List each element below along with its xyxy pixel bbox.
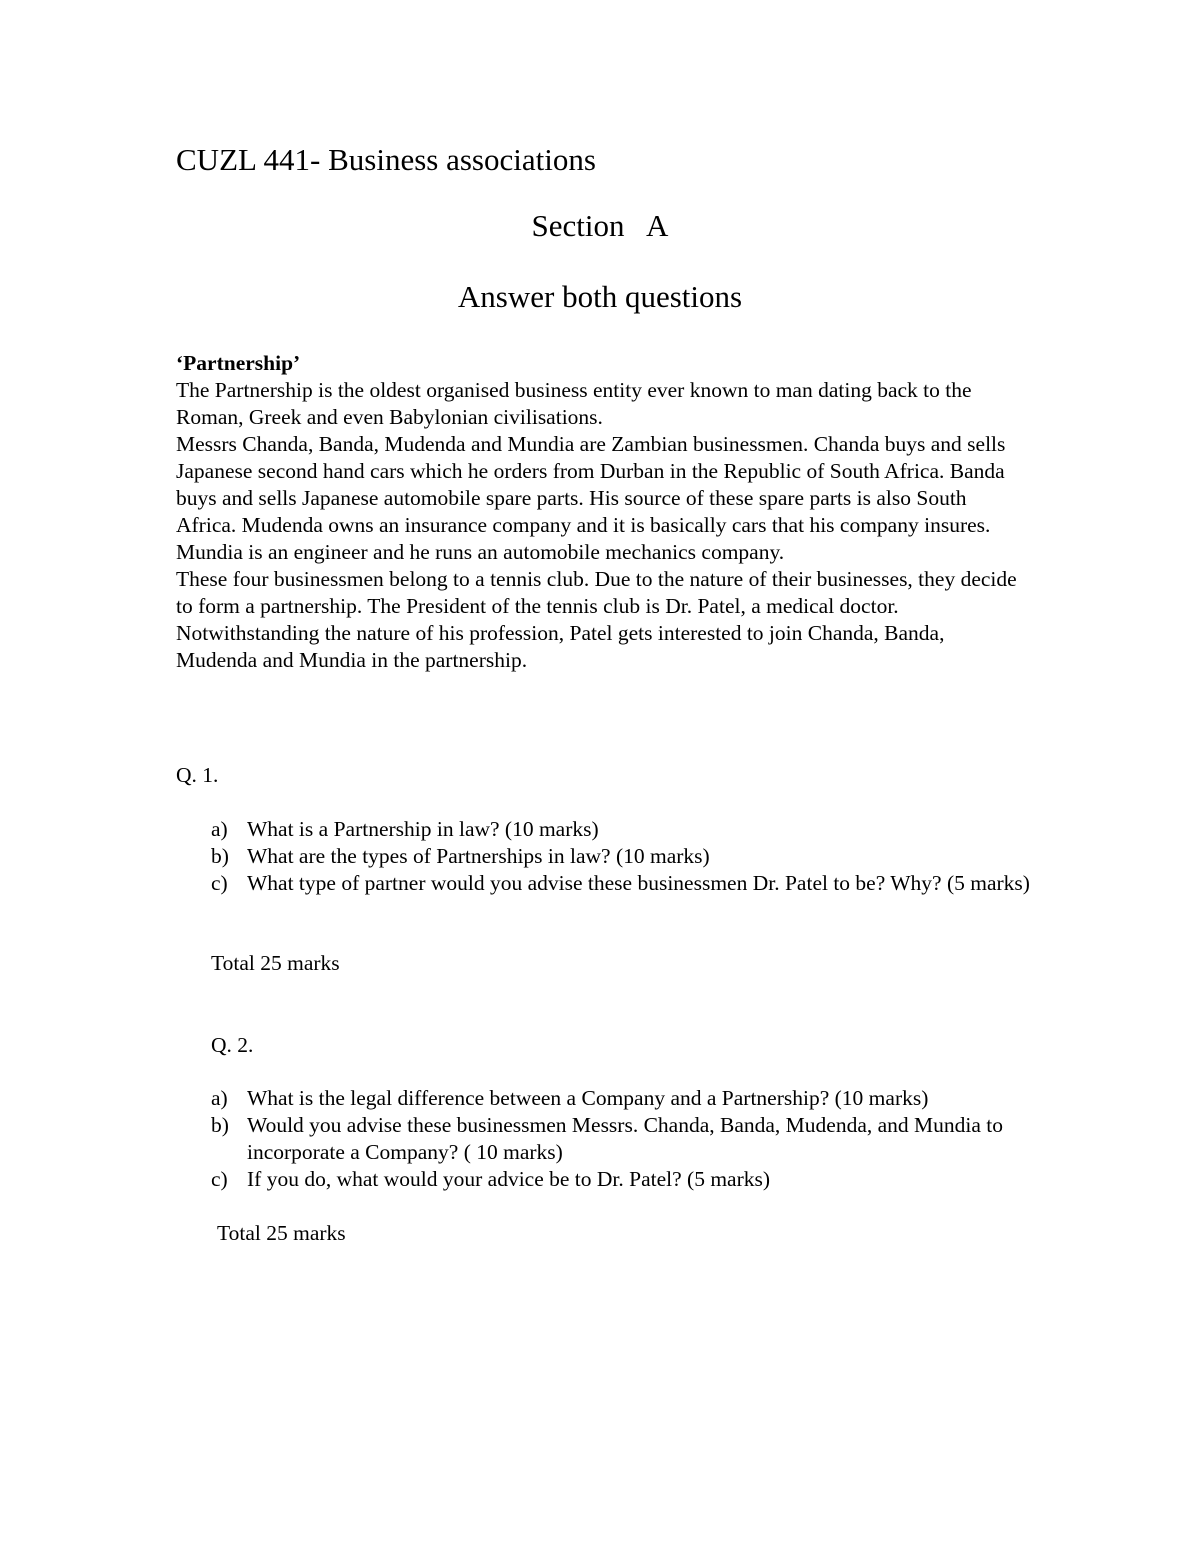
question-item-marker: a) — [211, 1086, 228, 1110]
question-2-total: Total 25 marks — [217, 1221, 346, 1245]
question-item — [211, 870, 1041, 897]
case-study-heading: ‘Partnership’ — [176, 351, 301, 375]
exam-instruction: Answer both questions — [457, 279, 743, 314]
case-study — [176, 350, 1026, 674]
question-item — [211, 1085, 1041, 1112]
question-item-marker: c) — [211, 1167, 228, 1191]
question-item-marker: a) — [211, 817, 228, 841]
question-2-list — [211, 1085, 1041, 1193]
question-1-total: Total 25 marks — [211, 951, 340, 975]
question-item — [211, 843, 1041, 870]
question-item — [211, 816, 1041, 843]
course-title: CUZL 441- Business associations — [176, 142, 596, 177]
case-study-paragraph: The Partnership is the oldest organised business entity ever known to man dating back to the Roman, Greek and even Babylonian civilisations. — [176, 378, 972, 429]
section-label: Section A — [531, 208, 669, 243]
question-item-marker: b) — [211, 844, 229, 868]
question-1-list — [211, 816, 1041, 897]
question-item-text: What are the types of Partnerships in law? (10 marks) — [247, 844, 710, 868]
question-1-number: Q. 1. — [176, 763, 219, 787]
question-item-text: What is the legal difference between a Company and a Partnership? (10 marks) — [247, 1086, 929, 1110]
question-item — [211, 1112, 1041, 1166]
case-study-paragraph: These four businessmen belong to a tennis club. Due to the nature of their businesses, they decide to form a partnership. The President of the tennis club is Dr. Patel, a medical doctor. Notwithstanding the nature of his profession, Patel gets interested to join Chanda, Banda, Mudenda and Mundia in the partnership. — [176, 567, 1017, 672]
question-item-text: Would you advise these businessmen Messrs. Chanda, Banda, Mudenda, and Mundia to incorporate a Company? ( 10 marks) — [247, 1113, 1004, 1164]
question-item-marker: c) — [211, 871, 228, 895]
question-item-marker: b) — [211, 1113, 229, 1137]
case-study-paragraph: Messrs Chanda, Banda, Mudenda and Mundia are Zambian businessmen. Chanda buys and sells Japanese second hand cars which he orders from Durban in the Republic of South Africa. Banda buys and sells Japanese automobile spare parts. His source of these spare parts is also South Africa. Mudenda owns an insurance company and it is basically cars that his company insures. Mundia is an engineer and he runs an automobile mechanics company. — [176, 432, 1006, 564]
question-item-text: If you do, what would your advice be to Dr. Patel? (5 marks) — [247, 1167, 771, 1191]
question-item-text: What is a Partnership in law? (10 marks) — [247, 817, 599, 841]
question-item-text: What type of partner would you advise these businessmen Dr. Patel to be? Why? (5 marks) — [247, 871, 1030, 895]
question-2-number: Q. 2. — [211, 1033, 254, 1057]
question-item — [211, 1166, 1041, 1193]
